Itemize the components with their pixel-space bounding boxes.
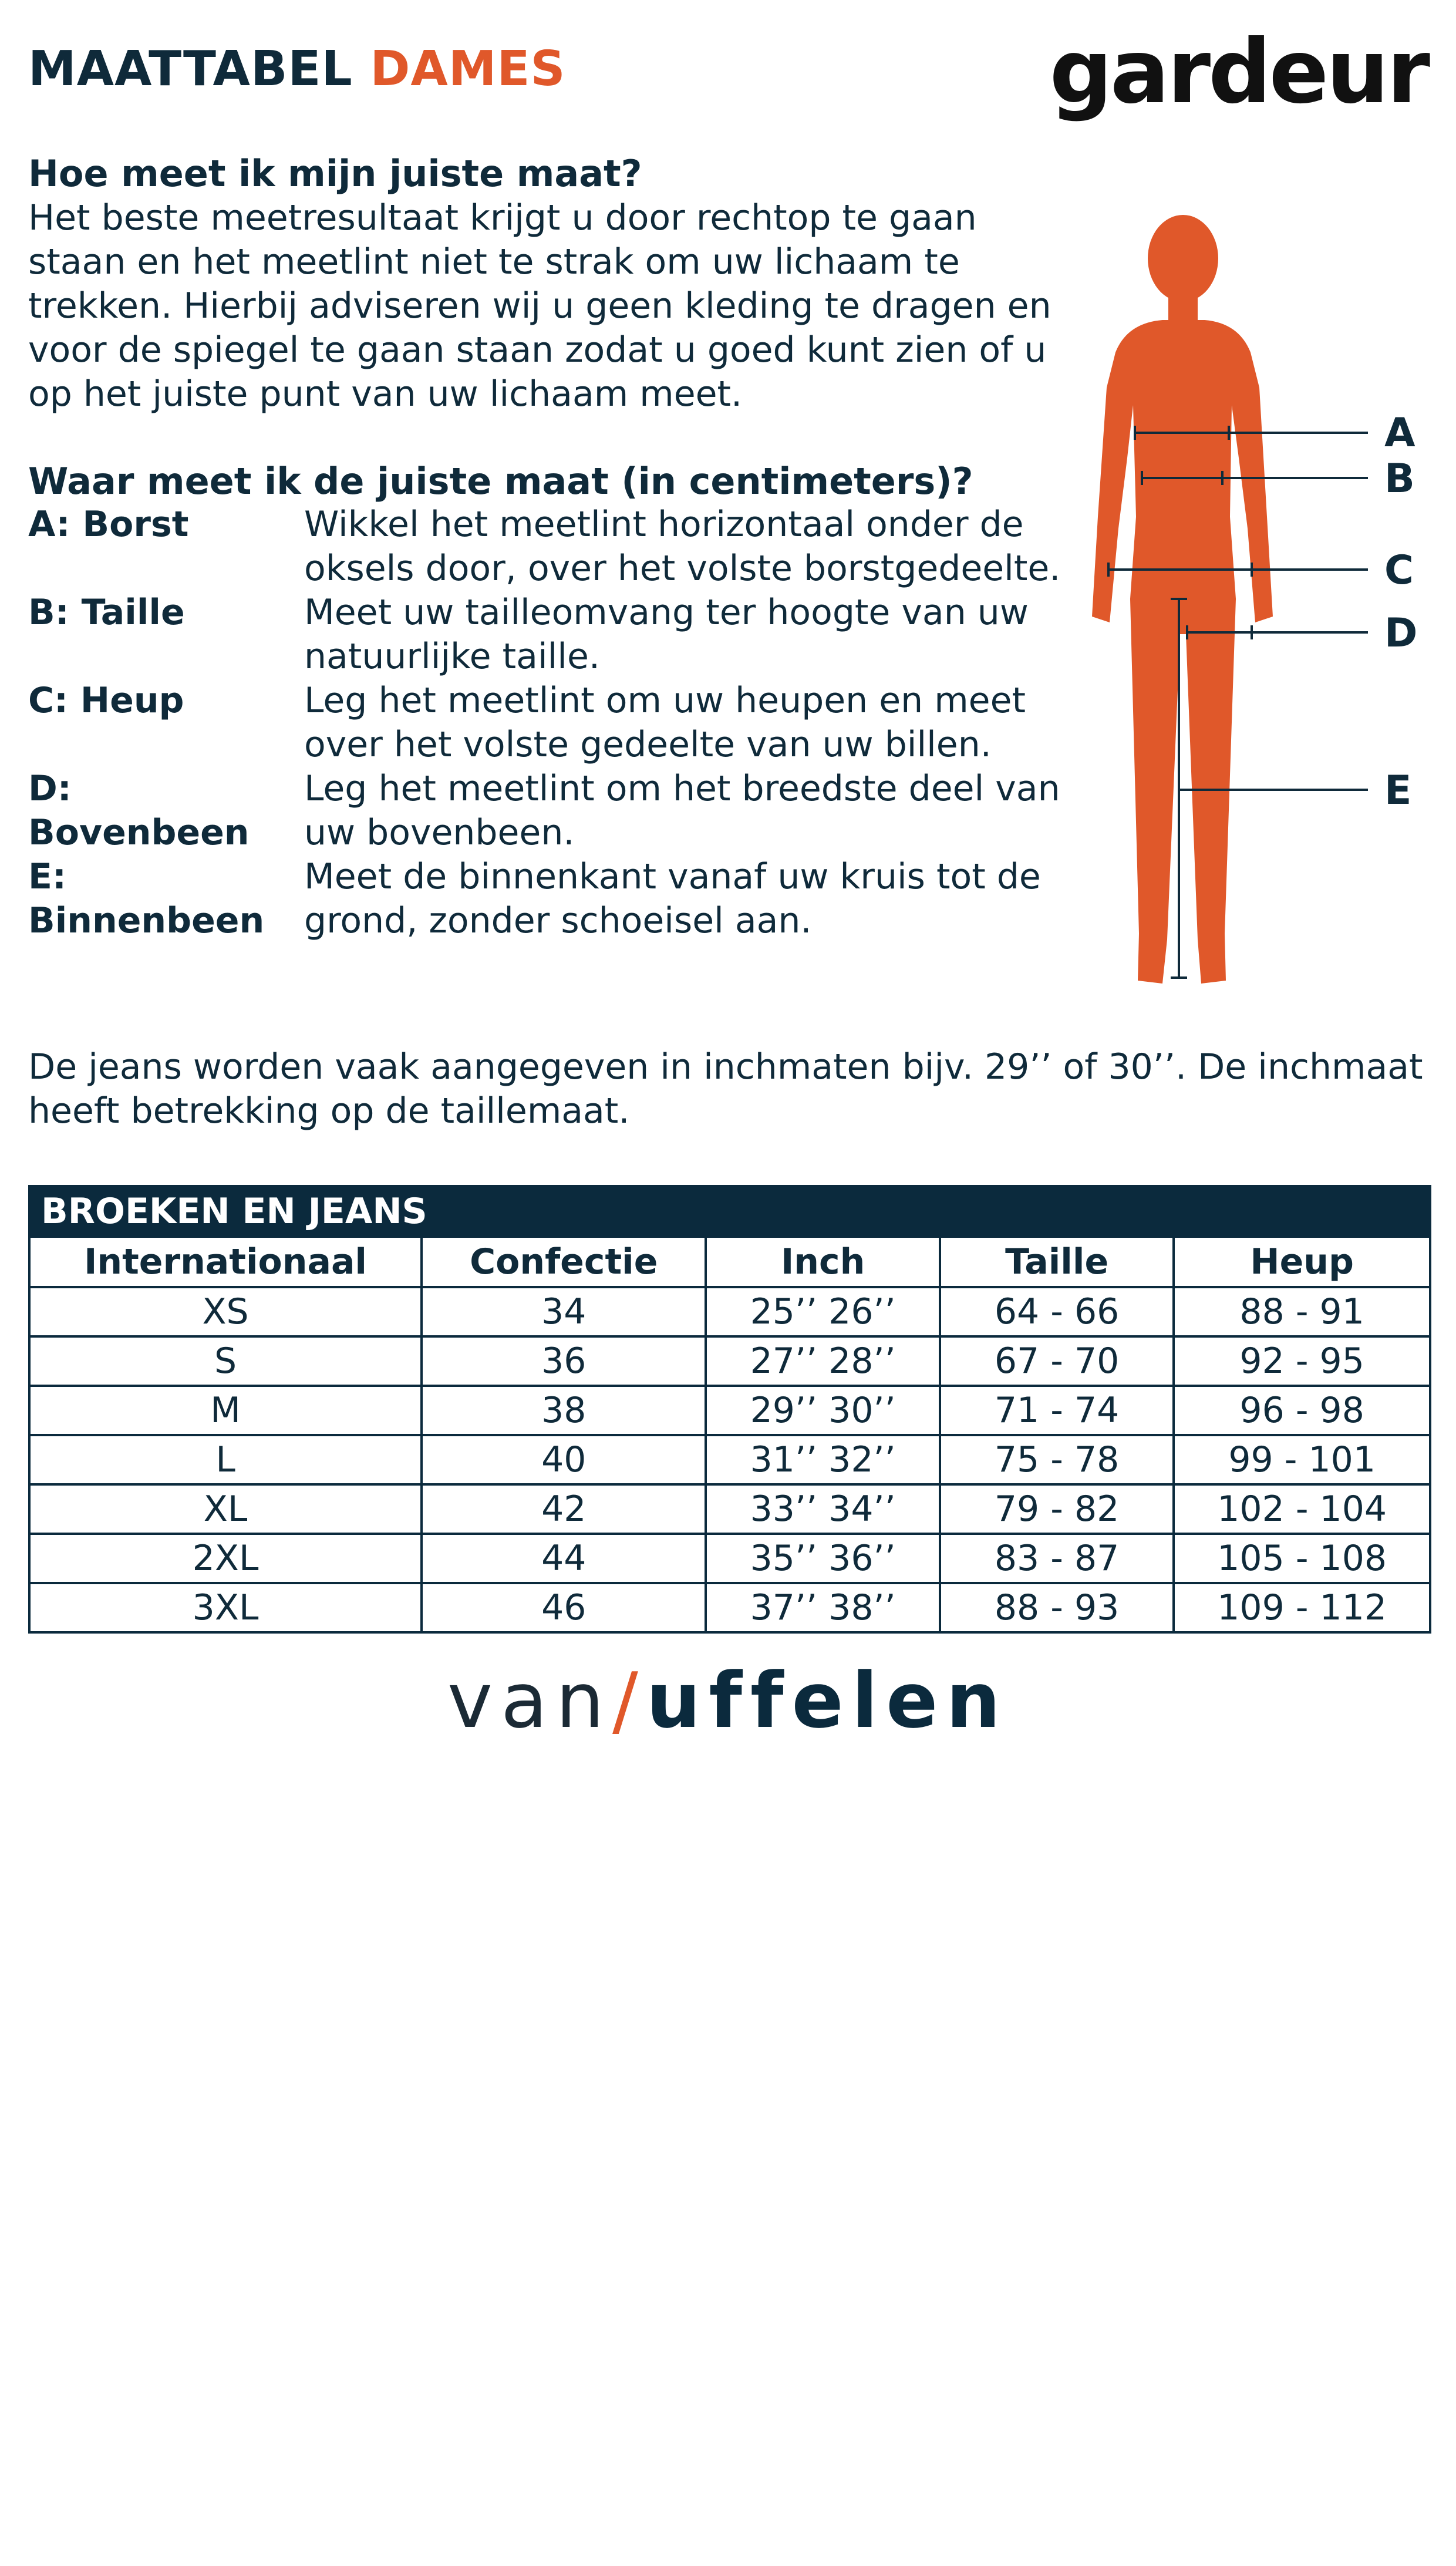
title-main: MAATTABEL: [28, 41, 353, 97]
measurement-text: Leg het meetlint om uw heupen en meet over het volste gedeelte van uw billen.: [304, 680, 1026, 765]
table-cell: XL: [29, 1484, 422, 1534]
measurement-item-b: [28, 591, 1061, 679]
table-cell: 31’’ 32’’: [706, 1435, 939, 1484]
page-title: [28, 41, 566, 97]
measurement-letters: [1384, 410, 1417, 814]
table-cell: 33’’ 34’’: [706, 1484, 939, 1534]
size-table: [28, 1185, 1431, 1634]
logo-thin: van: [447, 1656, 613, 1745]
letter-d: D: [1384, 610, 1418, 656]
table-cell: 29’’ 30’’: [706, 1386, 939, 1435]
measurement-list: [28, 503, 1061, 943]
header-taille: Taille: [940, 1237, 1174, 1287]
table-cell: 67 - 70: [940, 1336, 1174, 1386]
table-cell: 96 - 98: [1174, 1386, 1430, 1435]
table-cell: 105 - 108: [1174, 1534, 1430, 1583]
measurements-heading: Waar meet ik de juiste maat (in centimeters)?: [28, 460, 973, 503]
table-caption: BROEKEN EN JEANS: [29, 1186, 1430, 1237]
header-confectie: Confectie: [422, 1237, 706, 1287]
measurement-text: Meet de binnenkant vanaf uw kruis tot de grond, zonder schoeisel aan.: [304, 856, 1041, 941]
table-cell: L: [29, 1435, 422, 1484]
table-cell: 83 - 87: [940, 1534, 1174, 1583]
table-cell: 88 - 93: [940, 1583, 1174, 1632]
intro-body: Het beste meetresultaat krijgt u door rechtop te gaan staan en het meetlint niet te strak om uw lichaam te trekken. Hierbij adviseren wij u geen kleding te dragen en voor de spiegel te gaan staan zodat u goed kunt zien of u op het juiste punt van uw lichaam meet.: [28, 197, 1051, 415]
table-cell: 109 - 112: [1174, 1583, 1430, 1632]
table-row: [29, 1583, 1430, 1632]
table-cell: 27’’ 28’’: [706, 1336, 939, 1386]
table-cell: 44: [422, 1534, 706, 1583]
intro-heading: Hoe meet ik mijn juiste maat?: [28, 152, 642, 195]
table-row: [29, 1484, 1430, 1534]
header-heup: Heup: [1174, 1237, 1430, 1287]
measurement-label: A: Borst: [28, 504, 189, 545]
table-row: [29, 1287, 1430, 1336]
measurement-text: Wikkel het meetlint horizontaal onder de oksels door, over het volste borstgedeelte.: [304, 504, 1061, 589]
logo-slash: /: [612, 1656, 646, 1745]
table-row: [29, 1336, 1430, 1386]
measurement-label: E: Binnenbeen: [28, 856, 265, 941]
inch-note: De jeans worden vaak aangegeven in inchmaten bijv. 29’’ of 30’’. De inchmaat heeft betrekking op de taillemaat.: [28, 1046, 1423, 1132]
measurement-text: Leg het meetlint om het breedste deel van uw bovenbeen.: [304, 768, 1060, 853]
header-internationaal: Internationaal: [29, 1237, 422, 1287]
measurement-label: B: Taille: [28, 592, 185, 633]
van-uffelen-logo: [0, 1656, 1456, 1745]
table-cell: 46: [422, 1583, 706, 1632]
table-cell: 71 - 74: [940, 1386, 1174, 1435]
table-cell: 36: [422, 1336, 706, 1386]
body-figure: [1074, 211, 1438, 992]
title-accent: DAMES: [370, 41, 566, 97]
table-cell: 35’’ 36’’: [706, 1534, 939, 1583]
table-cell: 99 - 101: [1174, 1435, 1430, 1484]
measurement-item-a: [28, 503, 1061, 591]
table-cell: M: [29, 1386, 422, 1435]
table-header-row: [29, 1237, 1430, 1287]
table-row: [29, 1534, 1430, 1583]
table-cell: 40: [422, 1435, 706, 1484]
letter-a: A: [1384, 410, 1415, 456]
table-cell: 38: [422, 1386, 706, 1435]
table-cell: 64 - 66: [940, 1287, 1174, 1336]
measurement-label: C: Heup: [28, 680, 184, 721]
measurement-item-d: [28, 767, 1061, 855]
gardeur-logo: gardeur: [1049, 21, 1428, 123]
table-cell: S: [29, 1336, 422, 1386]
measurement-label: D: Bovenbeen: [28, 768, 250, 853]
logo-bold: uffelen: [646, 1656, 1009, 1745]
intro-section: [28, 151, 1073, 416]
table-row: [29, 1435, 1430, 1484]
table-cell: 102 - 104: [1174, 1484, 1430, 1534]
header-inch: Inch: [706, 1237, 939, 1287]
measurement-item-c: [28, 679, 1061, 767]
letter-b: B: [1384, 456, 1415, 502]
letter-e: E: [1384, 767, 1412, 814]
table-cell: 25’’ 26’’: [706, 1287, 939, 1336]
table-row: [29, 1386, 1430, 1435]
table-cell: 79 - 82: [940, 1484, 1174, 1534]
table-cell: 3XL: [29, 1583, 422, 1632]
measurement-text: Meet uw tailleomvang ter hoogte van uw natuurlijke taille.: [304, 592, 1029, 677]
measurement-item-e: [28, 855, 1061, 943]
table-cell: 88 - 91: [1174, 1287, 1430, 1336]
letter-c: C: [1384, 547, 1414, 594]
table-cell: 34: [422, 1287, 706, 1336]
table-cell: 2XL: [29, 1534, 422, 1583]
table-cell: 92 - 95: [1174, 1336, 1430, 1386]
table-cell: 37’’ 38’’: [706, 1583, 939, 1632]
table-cell: XS: [29, 1287, 422, 1336]
table-cell: 75 - 78: [940, 1435, 1174, 1484]
table-cell: 42: [422, 1484, 706, 1534]
